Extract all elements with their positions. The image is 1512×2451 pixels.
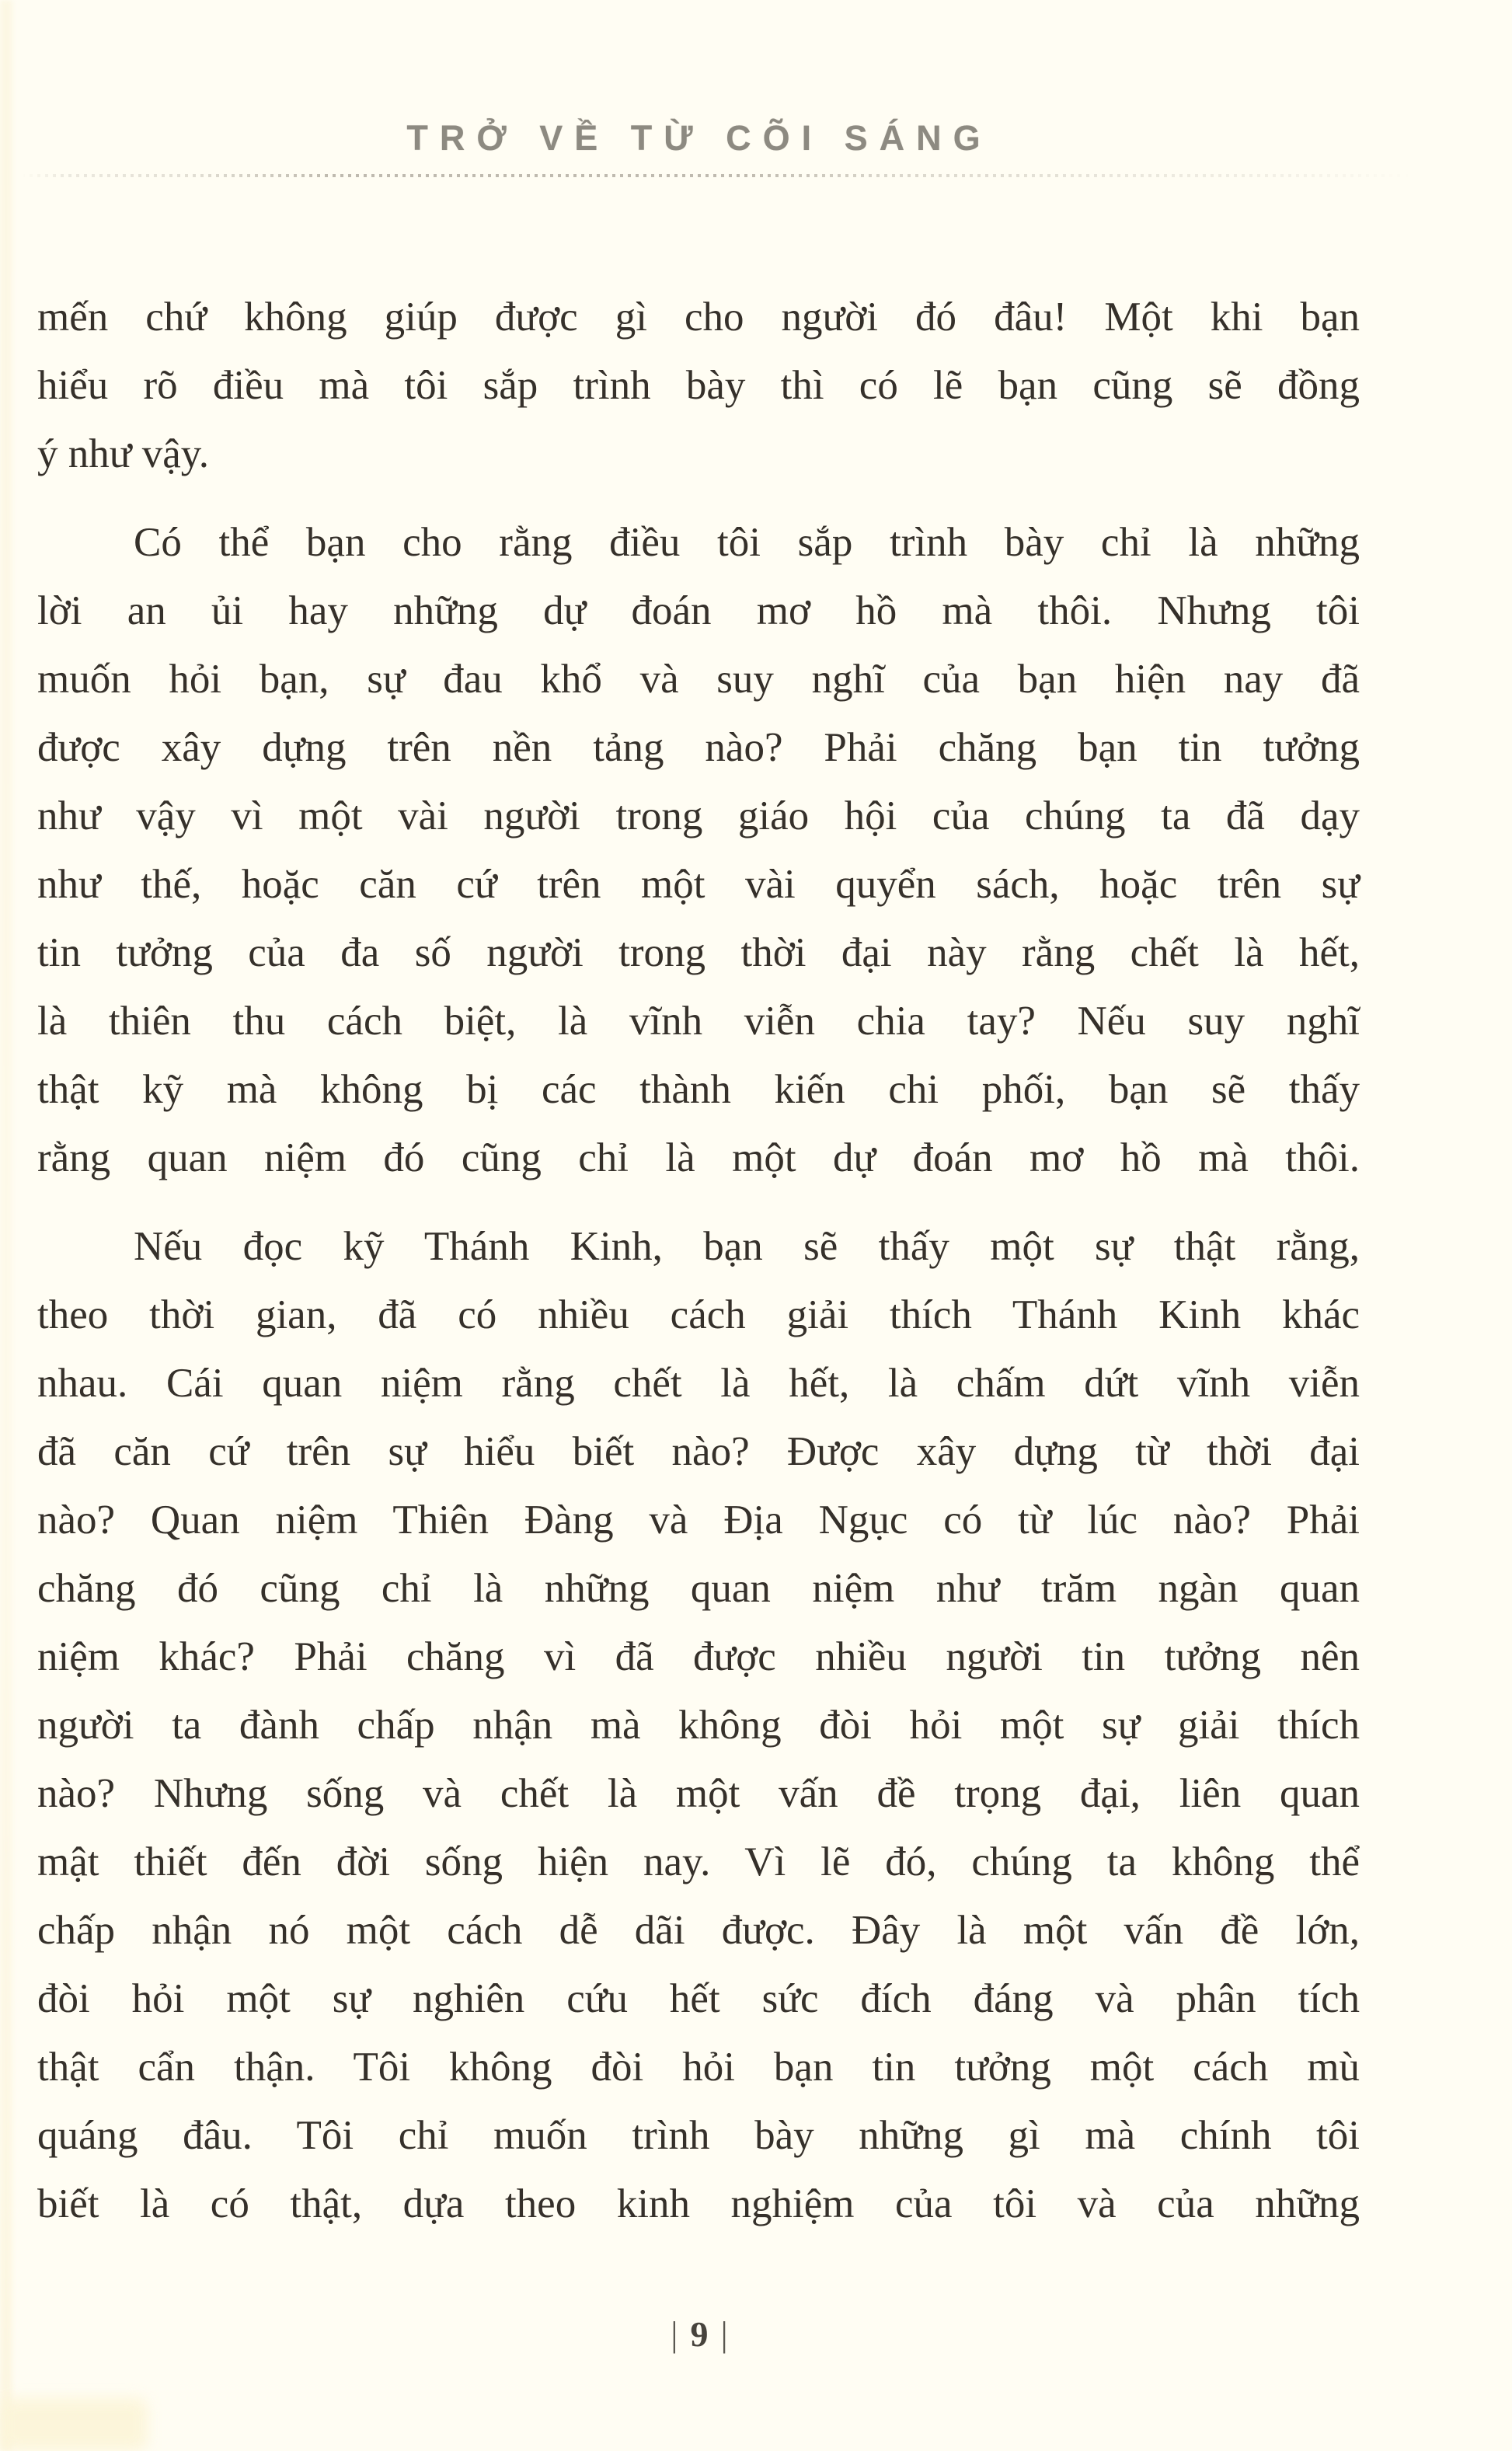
text-line: thật cẩn thận. Tôi không đòi hỏi bạn tin tưởng một cách mù (37, 2045, 1360, 2090)
text-line: tin tưởng của đa số người trong thời đại này rằng chết là hết, (37, 930, 1360, 975)
text-line: muốn hỏi bạn, sự đau khổ và suy nghĩ của bạn hiện nay đã (37, 657, 1360, 702)
text-line: nào? Quan niệm Thiên Đàng và Địa Ngục có từ lúc nào? Phải (37, 1497, 1360, 1543)
text-line: theo thời gian, đã có nhiều cách giải thích Thánh Kinh khác (37, 1292, 1360, 1337)
paragraph (37, 1212, 1360, 2238)
text-line: nào? Nhưng sống và chết là một vấn đề trọng đại, liên quan (37, 1771, 1360, 1816)
text-line: niệm khác? Phải chăng vì đã được nhiều người tin tưởng nên (37, 1634, 1360, 1679)
scan-artifact-left-band (0, 0, 12, 2451)
text-line: chấp nhận nó một cách dễ dãi được. Đây là một vấn đề lớn, (37, 1908, 1360, 1953)
text-line: biết là có thật, dựa theo kinh nghiệm của tôi và của những (37, 2181, 1360, 2226)
text-line: hiểu rõ điều mà tôi sắp trình bày thì có lẽ bạn cũng sẽ đồng (37, 363, 1360, 408)
paragraph (37, 508, 1360, 1192)
footer-left-bar: | (671, 2314, 678, 2354)
text-line: Nếu đọc kỹ Thánh Kinh, bạn sẽ thấy một sự thật rằng, (134, 1224, 1360, 1269)
text-line: mến chứ không giúp được gì cho người đó đâu! Một khi bạn (37, 295, 1360, 340)
text-line: rằng quan niệm đó cũng chỉ là một dự đoán mơ hồ mà thôi. (37, 1135, 1360, 1180)
scan-artifact-corner (0, 2398, 148, 2451)
text-line: ý như vậy. (37, 431, 210, 476)
text-line: như thế, hoặc căn cứ trên một vài quyển sách, hoặc trên sự (37, 862, 1360, 907)
text-line: thật kỹ mà không bị các thành kiến chi phối, bạn sẽ thấy (37, 1067, 1360, 1112)
text-line: đã căn cứ trên sự hiểu biết nào? Được xây dựng từ thời đại (37, 1429, 1360, 1474)
text-line: chăng đó cũng chỉ là những quan niệm như trăm ngàn quan (37, 1566, 1360, 1611)
text-line: như vậy vì một vài người trong giáo hội của chúng ta đã dạy (37, 793, 1360, 838)
text-line: đòi hỏi một sự nghiên cứu hết sức đích đáng và phân tích (37, 1976, 1360, 2021)
text-line: mật thiết đến đời sống hiện nay. Vì lẽ đó, chúng ta không thể (37, 1839, 1360, 1884)
page-number: 9 (690, 2314, 709, 2354)
page-number-footer (39, 2313, 1360, 2356)
text-line: là thiên thu cách biệt, là vĩnh viễn chia tay? Nếu suy nghĩ (37, 999, 1360, 1044)
footer-right-bar: | (720, 2314, 728, 2354)
paragraph (37, 283, 1360, 488)
running-header-title: TRỞ VỀ TỪ CÕI SÁNG (406, 118, 992, 158)
header-dotted-rule (22, 174, 1413, 177)
body-text (37, 283, 1360, 2238)
text-line: lời an ủi hay những dự đoán mơ hồ mà thôi. Nhưng tôi (37, 588, 1360, 633)
text-line: nhau. Cái quan niệm rằng chết là hết, là chấm dứt vĩnh viễn (37, 1361, 1360, 1406)
text-line: quáng đâu. Tôi chỉ muốn trình bày những gì mà chính tôi (37, 2113, 1360, 2158)
text-line: người ta đành chấp nhận mà không đòi hỏi một sự giải thích (37, 1703, 1360, 1748)
text-line: được xây dựng trên nền tảng nào? Phải chăng bạn tin tưởng (37, 725, 1360, 770)
text-line: Có thể bạn cho rằng điều tôi sắp trình bày chỉ là những (134, 520, 1360, 565)
